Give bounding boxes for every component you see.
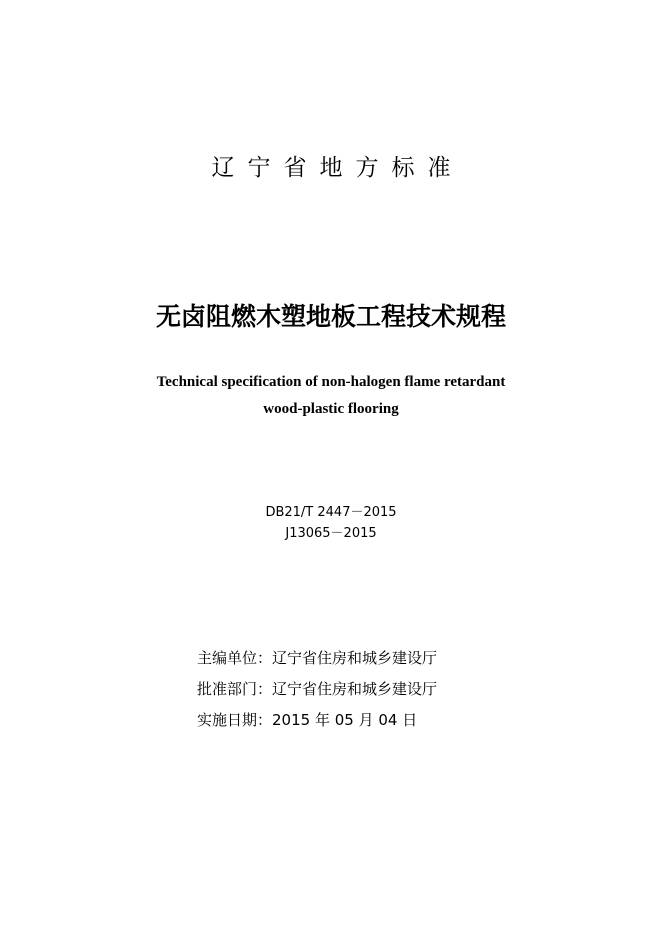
- issuer-heading: 辽宁省地方标准: [211, 155, 464, 181]
- standard-code: DB21/T 2447－2015: [265, 505, 397, 520]
- info-label: 实施日期：: [197, 711, 273, 729]
- info-value: 2015 年 05 月 04 日: [272, 711, 418, 729]
- info-label: 批准部门：: [197, 680, 273, 698]
- publication-info: [197, 648, 437, 741]
- info-label: 主编单位：: [197, 649, 273, 667]
- record-code: J13065－2015: [285, 526, 377, 541]
- document-title-cn: 无卤阻燃木塑地板工程技术规程: [155, 302, 506, 331]
- document-title-en-line1: Technical specification of non-halogen flame retardant: [156, 374, 506, 390]
- info-value: 辽宁省住房和城乡建设厅: [272, 680, 438, 698]
- info-value: 辽宁省住房和城乡建设厅: [272, 649, 438, 667]
- info-row-effective-date: [197, 710, 437, 741]
- document-title-en-line2: wood-plastic flooring: [263, 401, 399, 417]
- info-row-editor: [197, 648, 437, 679]
- info-row-approver: [197, 679, 437, 710]
